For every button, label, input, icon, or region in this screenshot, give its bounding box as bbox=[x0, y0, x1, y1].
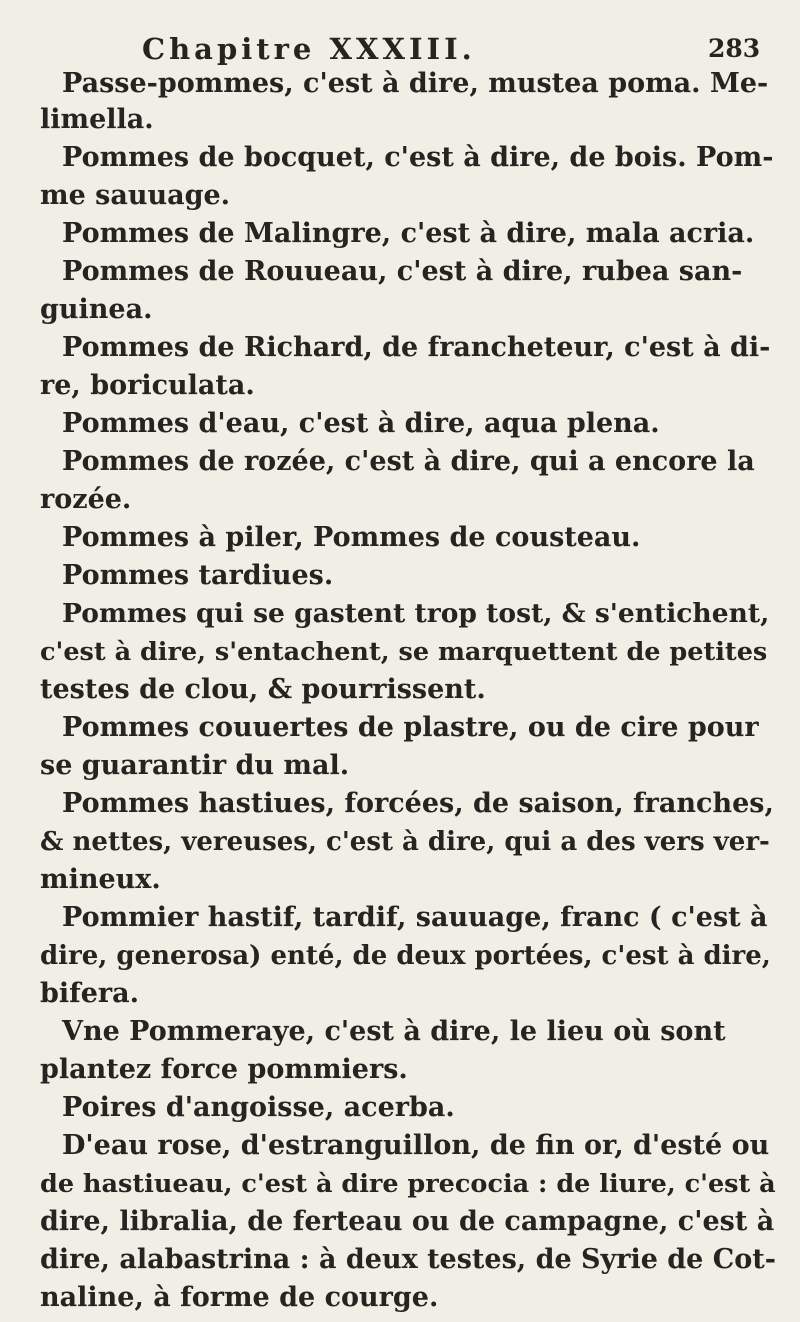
text-line: guinea. bbox=[40, 294, 153, 325]
text-line: rozée. bbox=[40, 484, 132, 515]
text-line: Pommes de bocquet, c'est à dire, de bois. Pom- bbox=[62, 142, 774, 173]
text-line: mineux. bbox=[40, 864, 161, 895]
text-line: re, boriculata. bbox=[40, 370, 255, 401]
text-line: Pommes qui se gastent trop tost, & s'entichent, bbox=[62, 598, 770, 629]
text-line: limella. bbox=[40, 104, 154, 135]
text-line: Pommier hastif, tardif, sauuage, franc ( c'est à bbox=[62, 902, 768, 933]
text-line: Pommes de Rouueau, c'est à dire, rubea san- bbox=[62, 256, 743, 287]
text-line: Poires d'angoisse, acerba. bbox=[62, 1092, 455, 1123]
text-line: Vne Pommeraye, c'est à dire, le lieu où sont bbox=[62, 1016, 726, 1047]
page-number: 283 bbox=[708, 34, 761, 63]
text-line: de hastiueau, c'est à dire precocia : de liure, c'est à bbox=[40, 1169, 776, 1199]
text-line: Pommes de rozée, c'est à dire, qui a encore la bbox=[62, 446, 755, 477]
text-line: Passe-pommes, c'est à dire, mustea poma. Me- bbox=[62, 68, 769, 99]
text-line: se guarantir du mal. bbox=[40, 750, 350, 781]
text-line: dire, libralia, de ferteau ou de campagne, c'est à bbox=[40, 1206, 775, 1237]
page-header bbox=[60, 10, 770, 66]
text-line: me sauuage. bbox=[40, 180, 231, 211]
text-line: Pommes couuertes de plastre, ou de cire pour bbox=[62, 712, 759, 743]
text-line: testes de clou, & pourrissent. bbox=[40, 674, 486, 705]
text-line: Pommes à piler, Pommes de cousteau. bbox=[62, 522, 641, 553]
text-line: & nettes, vereuses, c'est à dire, qui a des vers ver- bbox=[40, 827, 770, 857]
text-line: Pommes de Richard, de francheteur, c'est à di- bbox=[62, 332, 771, 363]
text-line: c'est à dire, s'entachent, se marquettent de petites bbox=[40, 637, 768, 667]
text-line: naline, à forme de courge. bbox=[40, 1282, 439, 1313]
text-line: plantez force pommiers. bbox=[40, 1054, 408, 1085]
text-line: Pommes d'eau, c'est à dire, aqua plena. bbox=[62, 408, 660, 439]
text-line: Pommes de Malingre, c'est à dire, mala acria. bbox=[62, 218, 755, 249]
text-line: dire, alabastrina : à deux testes, de Syrie de Cot- bbox=[40, 1244, 776, 1275]
text-line: bifera. bbox=[40, 978, 140, 1009]
text-line: dire, generosa) enté, de deux portées, c'est à dire, bbox=[40, 941, 771, 971]
text-line: Pommes tardiues. bbox=[62, 560, 334, 591]
text-line: Pommes hastiues, forcées, de saison, franches, bbox=[62, 788, 774, 819]
running-head: Chapitre XXXIII. bbox=[142, 32, 476, 66]
text-line: D'eau rose, d'estranguillon, de fin or, d'esté ou bbox=[62, 1130, 770, 1161]
